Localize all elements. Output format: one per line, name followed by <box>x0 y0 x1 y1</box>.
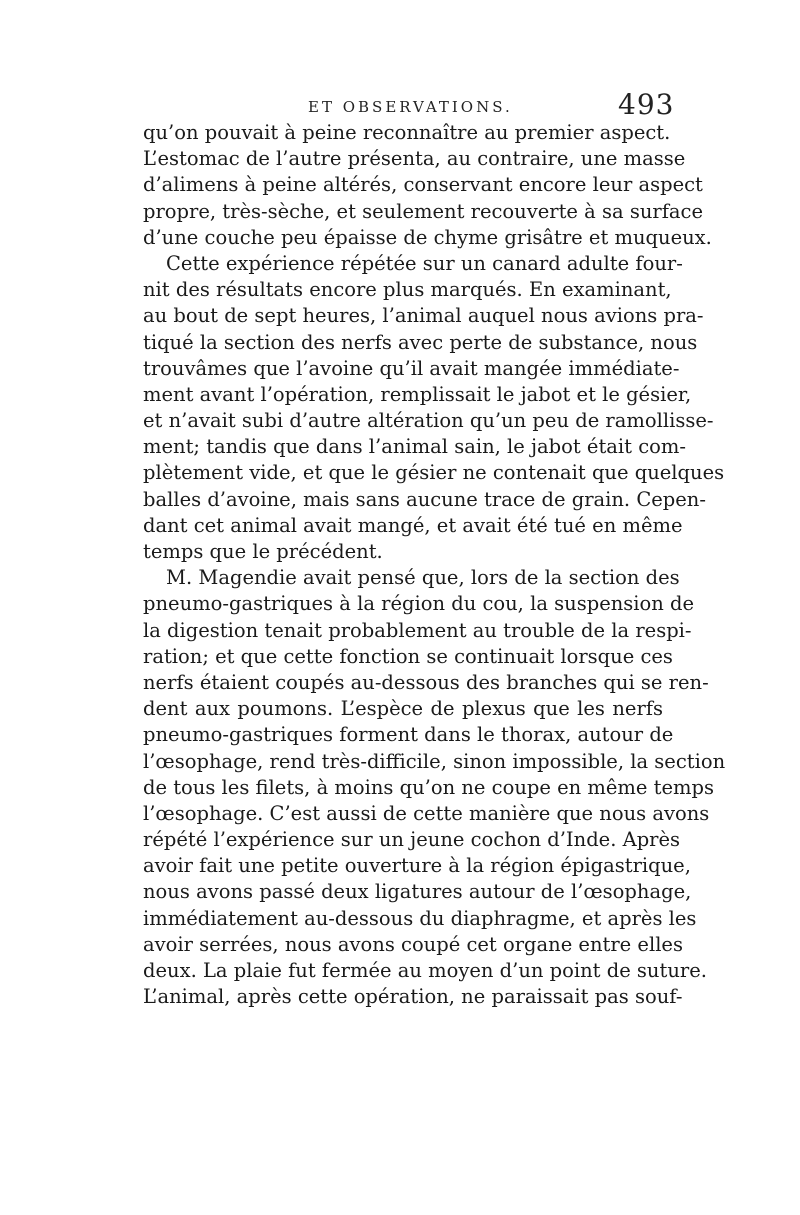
text-line: trouvâmes que l’avoine qu’il avait mangée immédiate- <box>143 356 680 380</box>
text-line: deux. La plaie fut fermée au moyen d’un point de suture. <box>143 959 707 982</box>
text-line: pneumo-gastriques à la région du cou, la suspension de <box>143 592 695 616</box>
paragraph-3 <box>143 565 726 1010</box>
text-line: plètement vide, et que le gésier ne contenait que quelques <box>143 461 725 485</box>
text-line: l’œsophage. C’est aussi de cette manière que nous avons <box>143 801 710 825</box>
text-line: L’estomac de l’autre présenta, au contraire, une masse <box>143 147 686 171</box>
text-line: pneumo-gastriques forment dans le thorax, autour de <box>143 723 674 747</box>
text-line: immédiatement au-dessous du diaphragme, et après les <box>143 906 697 930</box>
text-line: nerfs étaient coupés au-dessous des branches qui se ren- <box>143 670 709 694</box>
running-head: ET OBSERVATIONS. <box>308 98 513 116</box>
text-line: ment; tandis que dans l’animal sain, le jabot était com- <box>143 435 686 459</box>
text-line: dant cet animal avait mangé, et avait été tué en même <box>143 513 683 537</box>
text-line: ment avant l’opération, remplissait le jabot et le gésier, <box>143 382 692 406</box>
text-line: et n’avait subi d’autre altération qu’un peu de ramollisse- <box>143 409 714 433</box>
text-line: répété l’expérience sur un jeune cochon d’Inde. Après <box>143 828 681 852</box>
body-text <box>143 120 726 1010</box>
paragraph-1 <box>143 120 712 251</box>
text-line: au bout de sept heures, l’animal auquel nous avions pra- <box>143 304 704 328</box>
text-line: nit des résultats encore plus marqués. En examinant, <box>143 278 672 302</box>
text-line: L’animal, après cette opération, ne paraissait pas souf- <box>143 985 683 1009</box>
text-line: de tous les filets, à moins qu’on ne coupe en même temps <box>143 775 715 799</box>
text-line: avoir serrées, nous avons coupé cet organe entre elles <box>143 932 683 956</box>
text-line: nous avons passé deux ligatures autour de l’œsophage, <box>143 880 692 904</box>
paragraph-2 <box>143 251 725 565</box>
text-line: d’une couche peu épaisse de chyme grisâtre et muqueux. <box>143 225 712 249</box>
text-line: qu’on pouvait à peine reconnaître au premier aspect. <box>143 121 671 144</box>
text-line: ration; et que cette fonction se continuait lorsque ces <box>143 644 673 668</box>
text-line: balles d’avoine, mais sans aucune trace de grain. Cepen- <box>143 487 706 511</box>
text-line: l’œsophage, rend très-difficile, sinon impossible, la section <box>143 749 726 773</box>
text-line: d’alimens à peine altérés, conservant encore leur aspect <box>143 173 703 197</box>
text-line: dent aux poumons. L’espèce de plexus que les nerfs <box>143 697 663 721</box>
text-line: tiqué la section des nerfs avec perte de substance, nous <box>143 330 698 354</box>
text-line: avoir fait une petite ouverture à la région épigastrique, <box>143 854 691 878</box>
text-line: temps que le précédent. <box>143 540 383 563</box>
text-line: M. Magendie avait pensé que, lors de la section des <box>166 566 680 590</box>
text-line: propre, très-sèche, et seulement recouverte à sa surface <box>143 199 704 223</box>
page-number: 493 <box>618 88 675 121</box>
text-line: la digestion tenait probablement au trouble de la respi- <box>143 618 692 642</box>
text-line: Cette expérience répétée sur un canard adulte four- <box>166 251 683 275</box>
